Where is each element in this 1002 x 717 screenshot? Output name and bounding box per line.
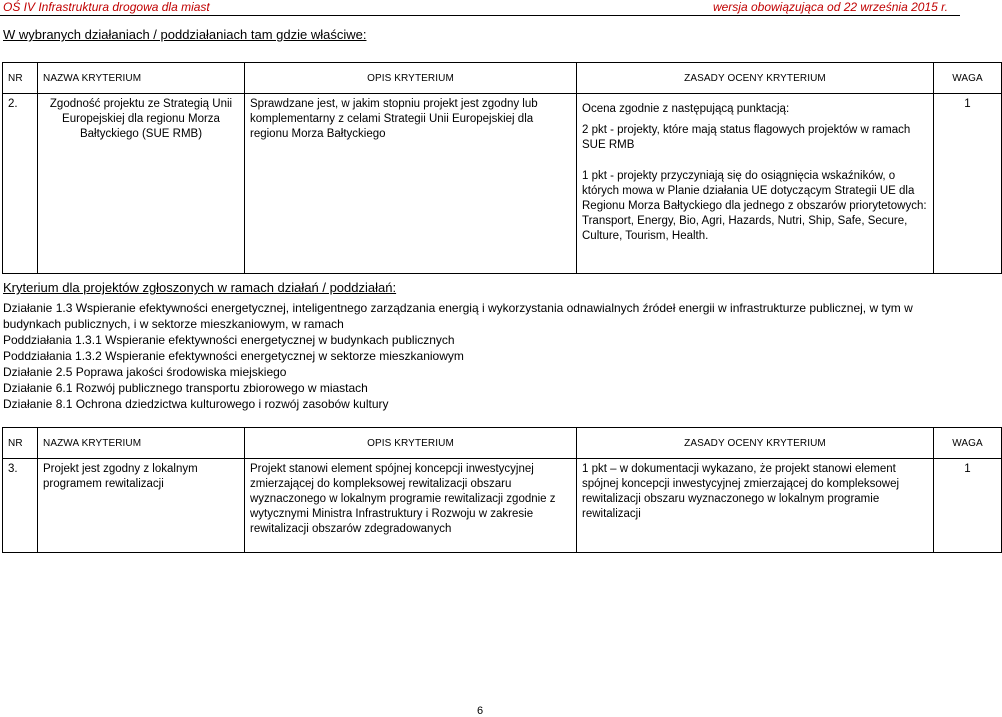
scope-line: Działanie 6.1 Rozwój publicznego transportu zbiorowego w miastach [3,381,368,395]
table-header-row [3,428,1002,459]
scope-line: Poddziałania 1.3.1 Wspieranie efektywności energetycznej w budynkach publicznych [3,333,455,347]
col-header-desc: OPIS KRYTERIUM [245,428,577,459]
row-waga: 1 [934,94,1002,274]
rules-2pkt: 2 pkt - projekty, które mają status flagowych projektów w ramach SUE RMB [582,124,911,151]
header-left-title: OŚ IV Infrastruktura drogowa dla miast [3,0,210,14]
criteria-table-1 [2,62,1002,274]
row-rules [577,94,934,274]
criteria-table-2 [2,427,1002,553]
col-header-nr: NR [3,428,38,459]
scope-line: Działanie 1.3 Wspieranie efektywności energetycznej, inteligentnego zarządzania energią i wykorzystania odnawialnych źródeł energii w infrastrukturze publicznej, w tym w budynkach publicznych, i w sektorze mieszkaniowym, w ramach [3,301,913,331]
row-name: Projekt jest zgodny z lokalnym programem rewitalizacji [38,459,245,553]
page-header [0,0,960,15]
page-number: 6 [476,705,484,717]
scope-line: Działanie 2.5 Poprawa jakości środowiska miejskiego [3,365,287,379]
row-nr: 3. [3,459,38,553]
row-name: Zgodność projektu ze Strategią Unii Europejskiej dla regionu Morza Bałtyckiego (SUE RMB) [38,94,245,274]
col-header-name: NAZWA KRYTERIUM [38,428,245,459]
rules-1pkt: 1 pkt - projekty przyczyniają się do osiągnięcia wskaźników, o których mowa w Planie działania UE dotyczącym Strategii UE dla Regionu Morza Bałtyckiego dla jednego z obszarów priorytetowych: Transport, Energy, Bio, Agri, Hazards, Nutri, Ship, Safe, Secure, Culture, Tourism, Health. [582,170,927,242]
row-desc: Projekt stanowi element spójnej koncepcji inwestycyjnej zmierzającej do kompleksowej rewitalizacji obszaru wyznaczonego w lokalnym programie rewitalizacji zgodnie z wytycznymi Ministra Infrastruktury i Rozwoju w zakresie rewitalizacji obszarów zdegradowanych [245,459,577,553]
row-desc: Sprawdzane jest, w jakim stopniu projekt jest zgodny lub komplementarny z celami Strategii Unii Europejskiej dla regionu Morza Bałtyckiego [245,94,577,274]
table-row [3,94,1002,274]
col-header-rules: ZASADY OCENY KRYTERIUM [577,428,934,459]
scope-line: Działanie 8.1 Ochrona dziedzictwa kulturowego i rozwój zasobów kultury [3,397,389,411]
col-header-waga: WAGA [934,63,1002,94]
col-header-waga: WAGA [934,428,1002,459]
col-header-desc: OPIS KRYTERIUM [245,63,577,94]
table-header-row [3,63,1002,94]
col-header-rules: ZASADY OCENY KRYTERIUM [577,63,934,94]
criteria-scope-block [3,280,948,412]
col-header-name: NAZWA KRYTERIUM [38,63,245,94]
criteria-scope-title: Kryterium dla projektów zgłoszonych w ramach działań / poddziałań: [3,280,397,295]
row-rules: 1 pkt – w dokumentacji wykazano, że projekt stanowi element spójnej koncepcji inwestycyjnej zmierzającej do kompleksowej rewitalizacji obszaru wyznaczonego w lokalnym programie rewitalizacji [577,459,934,553]
header-right-version: wersja obowiązująca od 22 września 2015 r. [712,0,948,14]
section-title: W wybranych działaniach / poddziałaniach tam gdzie właściwe: [3,27,367,42]
row-waga: 1 [934,459,1002,553]
scope-line: Poddziałania 1.3.2 Wspieranie efektywności energetycznej w sektorze mieszkaniowym [3,349,464,363]
col-header-nr: NR [3,63,38,94]
header-divider [0,15,960,16]
rules-intro: Ocena zgodnie z następującą punktacją: [582,103,790,115]
row-nr: 2. [3,94,38,274]
table-row [3,459,1002,553]
